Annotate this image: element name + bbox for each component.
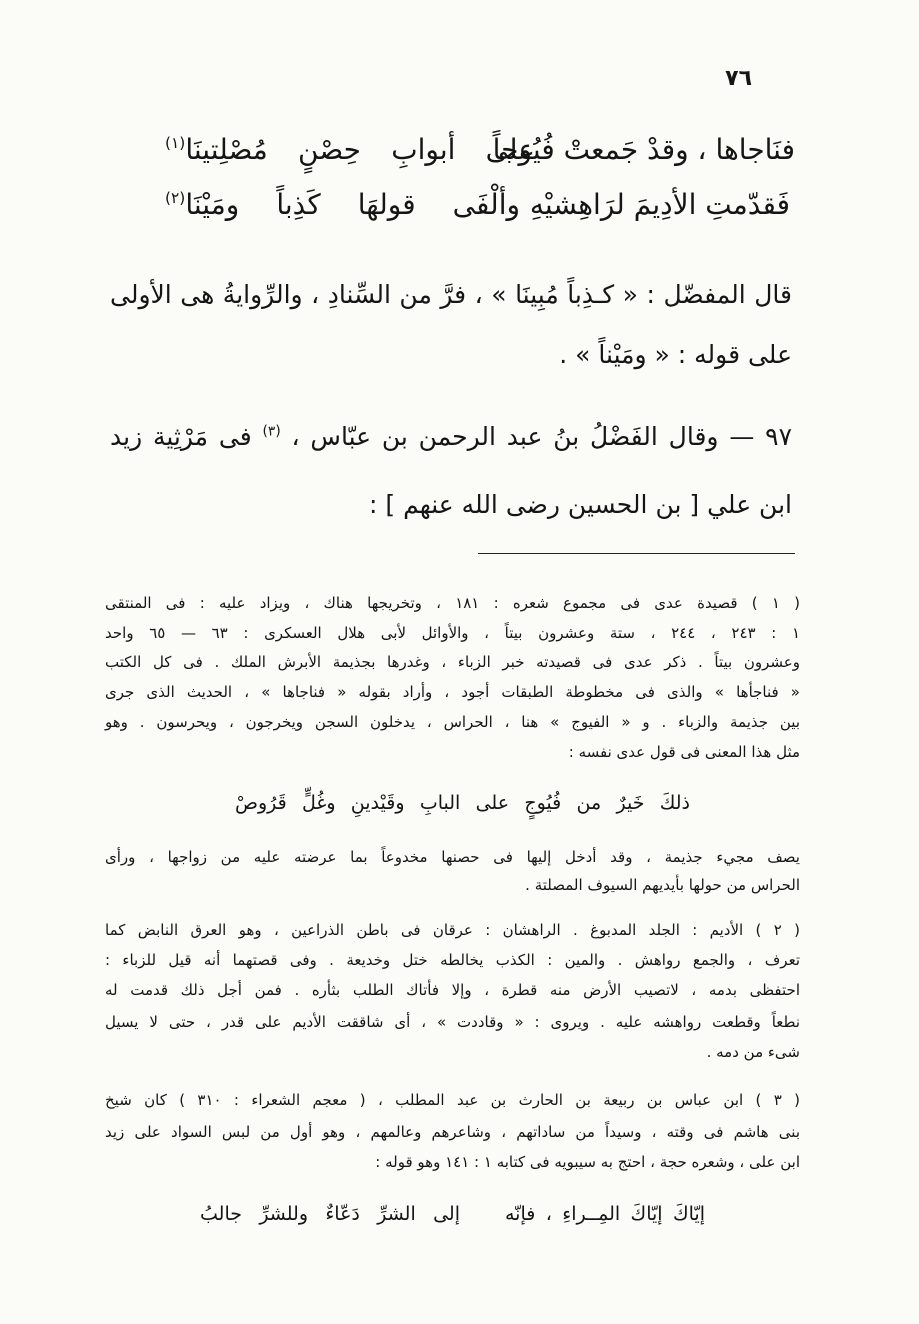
commentary-line-1: قال المفضّل : « كـذِباً مُبِينَا » ، فرَّ من السِّنادِ ، والرِّوايةُ هى الأولى <box>110 280 792 309</box>
footnote-3-verse-first-hemistich: إيّاكَ إيّاكَ المِــراءِ ، فإنّه <box>505 1203 705 1225</box>
entry-97-start: ٩٧ — وقال الفَضْلُ بنُ عبد الرحمن بن عبّاس ، <box>291 422 793 451</box>
verse-1-second-text: على أبوابِ حِصْنٍ مُصْلِتينَا <box>185 133 535 166</box>
footnote-1-after-line-2: الحراس من حولها بأيديهم السيوف المصلتة . <box>525 876 800 894</box>
page-number: ٧٦ <box>725 66 752 91</box>
footnote-1-line-6: مثل هذا المعنى فى قول عدى نفسه : <box>568 743 800 761</box>
footnote-3-verse-second-hemistich: إلى الشرِّ دَعّاءٌ وللشرِّ جالبُ <box>200 1203 460 1225</box>
entry-97-line-1 <box>110 415 792 459</box>
verse-2-second-hemistich <box>165 183 520 227</box>
footnote-1-line-4: « فناجأها » والذى فى مخطوطة الطبقات أجود ، وأراد بقوله « فناجاها » ، الحديث الذى جرى <box>105 683 800 701</box>
footnote-ref-3: (٣) <box>262 423 281 440</box>
footnote-2-line-1: ( ٢ ) الأديم : الجلد المدبوغ . الراهشان : عرقان فى باطن الذراعين ، وهو العرق النابض كما <box>105 921 800 939</box>
verse-2-first-hemistich: فَقدّمتِ الأدِيمَ لرَاهِشيْهِ <box>529 188 790 221</box>
footnote-separator <box>478 553 795 554</box>
footnote-1-after-line-1: يصف مجيء جذيمة ، وقد أدخل إليها فى حصنها مخدوعاً بما عرضته عليه من زواجها ، ورأى <box>105 848 800 866</box>
footnote-1-line-2: ١ : ٢٤٣ ، ٢٤٤ ، ستة وعشرون بيتاً ، والأوائل لأبى هلال العسكرى : ٦٣ — ٦٥ واحد <box>105 624 800 642</box>
verse-1-second-hemistich <box>165 128 535 172</box>
footnote-3-line-3: ابن على ، وشعره حجة ، احتج به سيبويه فى كتابه ١ : ١٤١ وهو قوله : <box>375 1153 800 1171</box>
footnote-2-line-3: احتفظى بدمه ، لاتصيب الأرض منه قطرة ، وإلا فأتاك الطلب بثأره . فمن أجل ذلك قدمت له <box>105 981 800 999</box>
entry-97-line-2: ابن علي [ بن الحسين رضى الله عنهم ] : <box>369 490 792 519</box>
footnote-3-line-2: بنى هاشم فى وقته ، وسيداً من ساداتهم ، وشاعرهم وعالمهم ، وهو أول من لبس السواد على زيد <box>105 1123 800 1141</box>
footnote-2-line-4: نطعاً وقطعت رواهشه عليه . ويروى : « وقاددت » ، أى شاققت الأديم على قدر ، حتى لا يسيل <box>105 1013 800 1031</box>
verse-1-first-hemistich: فنَاجاها ، وقدْ جَمعتْ فُيُوجاً <box>492 133 795 166</box>
entry-97-end: فى مَرْثِية زيد <box>110 422 252 451</box>
footnote-3-line-1: ( ٣ ) ابن عباس بن ربيعة بن الحارث بن عبد المطلب ، ( معجم الشعراء : ٣١٠ ) كان شيخ <box>105 1091 800 1109</box>
footnote-ref-2: (٢) <box>165 189 186 208</box>
footnote-1-line-1: ( ١ ) قصيدة عدى فى مجموع شعره : ١٨١ ، وتخريجها هناك ، ويزاد عليه : فى المنتقى <box>105 594 800 612</box>
footnote-ref-1: (١) <box>165 134 186 153</box>
footnote-1-line-5: بين جذيمة والزباء . و « الفيوج » هنا ، الحراس ، يدخلون السجن ويخرجون ، ويحرسون . وهو <box>105 713 800 731</box>
footnote-1-line-3: وعشرون بيتاً . ذكر عدى فى قصيدته خبر الزباء ، وغدرها بجذيمة الأبرش الملك . فى كل الكتب <box>105 653 800 671</box>
footnote-2-line-5: شىء من دمه . <box>706 1043 800 1061</box>
footnote-2-line-2: تعرف ، والجمع رواهش . والمين : الكذب يخالطه ختل وخديعة . وفى قصتهما أنه قيل للزباء : <box>105 951 800 969</box>
footnote-1-verse: ذلكَ خَيرٌ من فُيُوجٍ على البابِ وقَيْدينِ وغُلٍّ قَرُوصْ <box>235 792 690 814</box>
verse-2-second-text: وألْفَى قولهَا كَذِباً ومَيْنَا <box>185 188 520 221</box>
commentary-line-2: على قوله : « ومَيْناً » . <box>559 340 792 369</box>
